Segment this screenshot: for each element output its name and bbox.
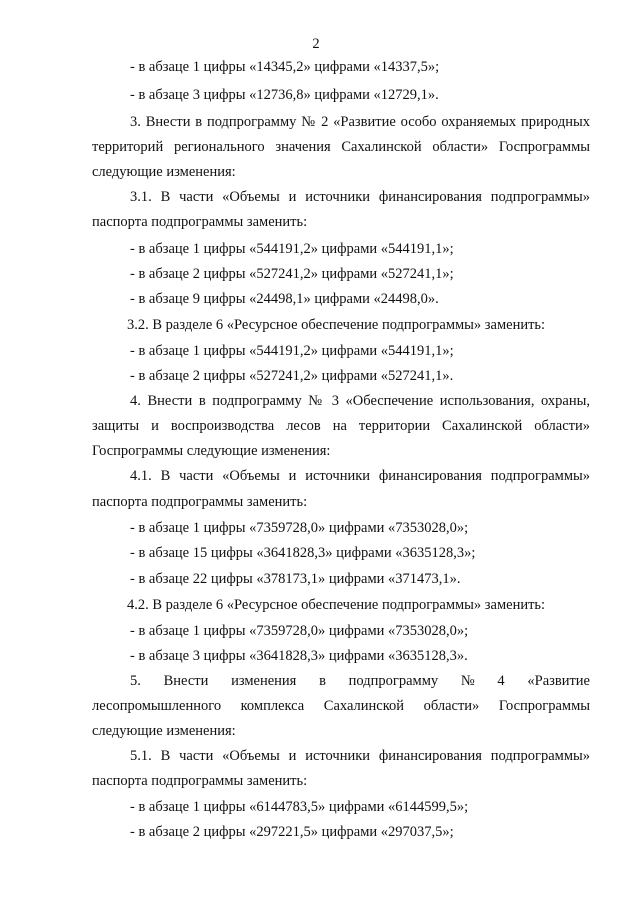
page-number: 2 (312, 36, 320, 52)
text-line: - в абзаце 1 цифры «544191,2» цифрами «544191,1»; (130, 241, 454, 257)
paragraph-heading: 4. Внести в подпрограмму № 3 «Обеспечение использования, охраны, (130, 393, 590, 409)
text-line: лесопромышленного комплекса Сахалинской области» Госпрограммы (92, 698, 590, 714)
subparagraph-heading: 4.2. В разделе 6 «Ресурсное обеспечение подпрограммы» заменить: (127, 597, 546, 613)
word: в (319, 673, 326, 689)
text-line: - в абзаце 1 цифры «544191,2» цифрами «544191,1»; (130, 343, 454, 359)
text-line: Госпрограммы следующие изменения: (92, 443, 331, 459)
paragraph-heading: 3. Внести в подпрограмму № 2 «Развитие особо охраняемых природных (130, 114, 590, 130)
text-line: - в абзаце 2 цифры «527241,2» цифрами «527241,1»; (130, 266, 454, 282)
text-line: территорий регионального значения Сахалинской области» Госпрограммы (92, 139, 590, 155)
word: 5. (130, 673, 141, 689)
text-line: - в абзаце 1 цифры «7359728,0» цифрами «7353028,0»; (130, 520, 469, 536)
text-line: - в абзаце 3 цифры «12736,8» цифрами «12729,1». (130, 87, 439, 103)
subparagraph-heading: 4.1. В части «Объемы и источники финансирования подпрограммы» (130, 468, 590, 484)
text-line: - в абзаце 2 цифры «297221,5» цифрами «297037,5»; (130, 824, 454, 840)
text-line: - в абзаце 22 цифры «378173,1» цифрами «371473,1». (130, 571, 461, 587)
text-line: защиты и воспроизводства лесов на территории Сахалинской области» (92, 418, 590, 434)
subparagraph-heading: 5.1. В части «Объемы и источники финансирования подпрограммы» (130, 748, 590, 764)
word: подпрограмму (348, 673, 439, 689)
text-line: паспорта подпрограммы заменить: (92, 773, 308, 789)
word: изменения (231, 673, 297, 689)
word: № (460, 673, 475, 689)
text-line: - в абзаце 1 цифры «6144783,5» цифрами «6144599,5»; (130, 799, 469, 815)
text-line: следующие изменения: (92, 723, 236, 739)
text-line: - в абзаце 15 цифры «3641828,3» цифрами «3635128,3»; (130, 545, 476, 561)
paragraph-heading (130, 672, 590, 690)
word: Внести (163, 673, 209, 689)
subparagraph-heading: 3.1. В части «Объемы и источники финансирования подпрограммы» (130, 189, 590, 205)
text-line: - в абзаце 1 цифры «14345,2» цифрами «14337,5»; (130, 59, 440, 75)
subparagraph-heading: 3.2. В разделе 6 «Ресурсное обеспечение подпрограммы» заменить: (127, 317, 546, 333)
text-line: - в абзаце 9 цифры «24498,1» цифрами «24498,0». (130, 291, 439, 307)
text-line: - в абзаце 1 цифры «7359728,0» цифрами «7353028,0»; (130, 623, 469, 639)
text-line: следующие изменения: (92, 164, 236, 180)
word: 4 (497, 673, 505, 689)
word: «Развитие (527, 673, 590, 689)
text-line: - в абзаце 3 цифры «3641828,3» цифрами «3635128,3». (130, 648, 468, 664)
text-line: - в абзаце 2 цифры «527241,2» цифрами «527241,1». (130, 368, 454, 384)
text-line: паспорта подпрограммы заменить: (92, 214, 308, 230)
text-line: паспорта подпрограммы заменить: (92, 494, 308, 510)
